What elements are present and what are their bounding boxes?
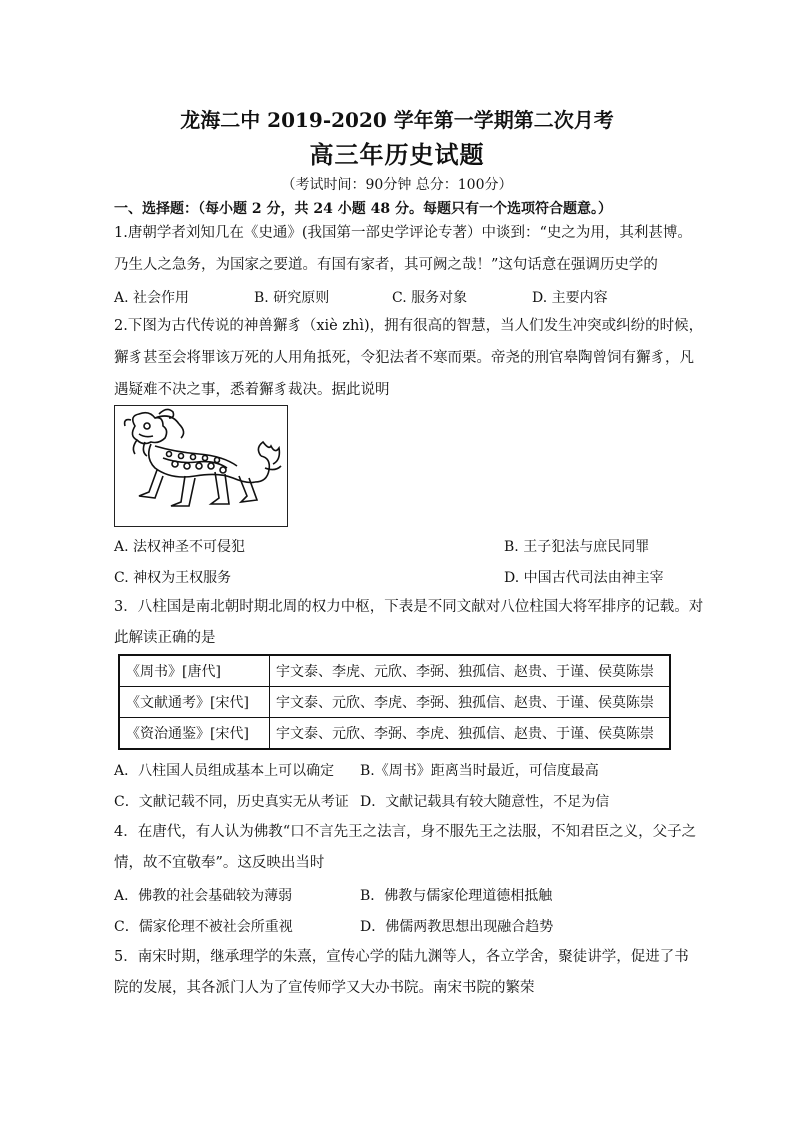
section-heading: 一、选择题：（每小题 2 分，共 24 小题 48 分。每题只有一个选项符合题意。） <box>114 201 612 217</box>
question-2-option-d: D. 中国古代司法由神主宰 <box>504 570 664 586</box>
table-cell-source: 《文献通考》[宋代] <box>119 687 270 718</box>
xiezhi-beast-image <box>114 405 288 527</box>
table-row <box>119 687 670 718</box>
table-cell-source: 《资治通鉴》[宋代] <box>119 718 270 750</box>
question-4-line2: 情，故不宜敬奉”。这反映出当时 <box>114 855 325 871</box>
question-1-option-c: C. 服务对象 <box>392 290 468 306</box>
question-2-option-a: A. 法权神圣不可侵犯 <box>114 539 246 555</box>
question-4-option-b: B．佛教与儒家伦理道德相抵触 <box>360 888 553 904</box>
question-5-line2: 院的发展，其各派门人为了宣传师学又大办书院。南宋书院的繁荣 <box>114 980 535 996</box>
table-cell-order: 宇文泰、元欣、李虎、李弼、独孤信、赵贵、于谨、侯莫陈崇 <box>270 687 671 718</box>
pillar-generals-table <box>118 654 671 750</box>
xiezhi-beast-illustration <box>115 406 287 526</box>
question-4-option-a: A．佛教的社会基础较为薄弱 <box>114 888 293 904</box>
question-1-line2: 乃生人之急务，为国家之要道。有国有家者，其可阙之哉！”这句话意在强调历史学的 <box>114 257 658 273</box>
table-cell-order: 宇文泰、元欣、李弼、李虎、独孤信、赵贵、于谨、侯莫陈崇 <box>270 718 671 750</box>
question-4-option-c: C．儒家伦理不被社会所重视 <box>114 919 293 935</box>
exam-title-line2: 高三年历史试题 <box>309 140 485 169</box>
question-4-option-d: D．佛儒两教思想出现融合趋势 <box>360 919 554 935</box>
question-5-line1: 5．南宋时期，继承理学的朱熹，宣传心学的陆九渊等人，各立学舍，聚徒讲学，促进了书 <box>114 949 689 965</box>
question-2-line1: 2.下图为古代传说的神兽獬豸（xiè zhì)，拥有很高的智慧，当人们发生冲突或纠纷的时候， <box>114 318 704 334</box>
question-3-option-b: B.《周书》距离当时最近，可信度最高 <box>360 763 599 779</box>
table-row <box>119 655 670 687</box>
question-2-option-c: C. 神权为王权服务 <box>114 570 232 586</box>
question-3-option-a: A．八柱国人员组成基本上可以确定 <box>114 763 335 779</box>
exam-meta: （考试时间：90分钟 总分：100分） <box>281 177 513 193</box>
table-row <box>119 718 670 750</box>
question-1-line1: 1.唐朝学者刘知几在《史通》(我国第一部史学评论专著）中谈到：“史之为用，其利甚博。 <box>114 225 692 241</box>
question-3-line1: 3．八柱国是南北朝时期北周的权力中枢，下表是不同文献对八位柱国大将军排序的记载。对 <box>114 599 704 615</box>
question-1-option-a: A. 社会作用 <box>114 290 190 306</box>
exam-title-line1: 龙海二中 2019-2020 学年第一学期第二次月考 <box>180 108 614 132</box>
table-cell-source: 《周书》[唐代] <box>119 655 270 687</box>
question-1-option-d: D. 主要内容 <box>532 290 608 306</box>
question-1-option-b: B. 研究原则 <box>254 290 330 306</box>
question-2-option-b: B. 王子犯法与庶民同罪 <box>504 539 650 555</box>
question-3-option-c: C．文献记载不同，历史真实无从考证 <box>114 794 349 810</box>
question-3-line2: 此解读正确的是 <box>114 630 216 646</box>
question-2-line3: 遇疑难不决之事，悉着獬豸裁决。据此说明 <box>114 382 390 398</box>
question-3-option-d: D．文献记载具有较大随意性，不足为信 <box>360 794 610 810</box>
question-4-line1: 4．在唐代，有人认为佛教“口不言先王之法言，身不服先王之法服，不知君臣之义，父子之 <box>114 824 697 840</box>
question-2-line2: 獬豸甚至会将罪该万死的人用角抵死，令犯法者不寒而栗。帝尧的刑官皋陶曾饲有獬豸，凡 <box>114 350 694 366</box>
table-cell-order: 宇文泰、李虎、元欣、李弼、独孤信、赵贵、于谨、侯莫陈崇 <box>270 655 671 687</box>
